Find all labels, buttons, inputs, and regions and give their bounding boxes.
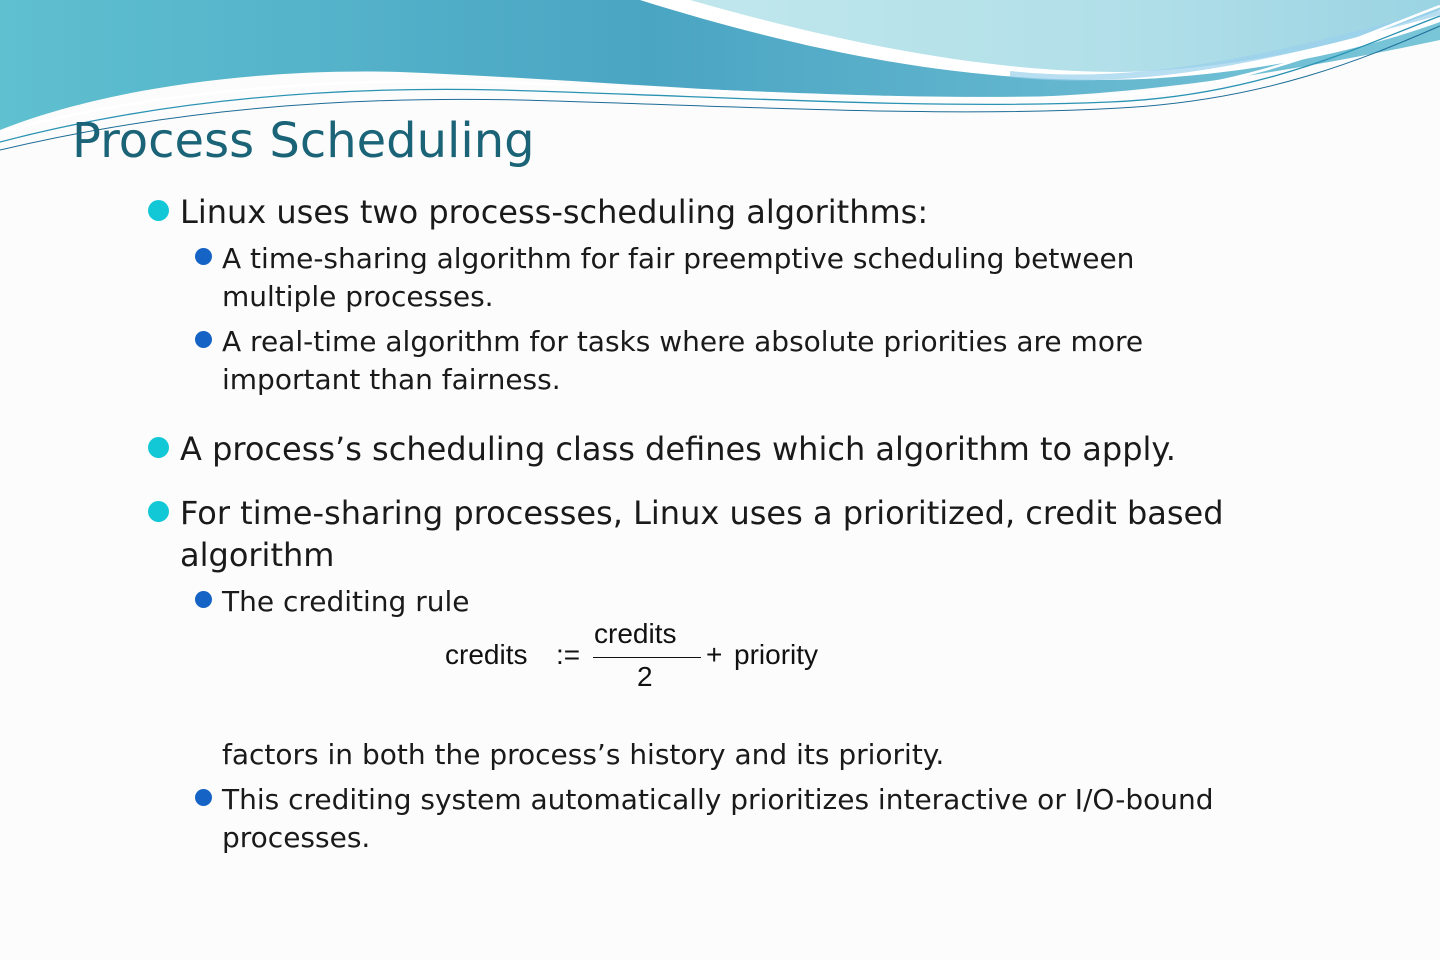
sub-bullet-time-sharing xyxy=(222,240,1134,316)
slide-title: Process Scheduling xyxy=(72,113,535,169)
formula-plus: + xyxy=(706,639,723,670)
sub-bullet-crediting-rule-text: The crediting rule xyxy=(222,585,470,618)
sub-bullet-crediting-rule xyxy=(222,583,470,621)
sub-bullet-crediting-system-line1: This crediting system automatically prioritizes interactive or I/O-bound xyxy=(222,783,1214,816)
bullet-credit-based-line2: algorithm xyxy=(180,536,335,574)
bullet-credit-based xyxy=(180,492,1224,576)
formula-rhs: priority xyxy=(734,639,819,670)
sub-bullet-crediting-system xyxy=(222,781,1214,857)
sub-bullet-real-time-line1: A real-time algorithm for tasks where absolute priorities are more xyxy=(222,325,1144,358)
formula-lhs: credits xyxy=(445,639,528,670)
formula-fraction-bar xyxy=(593,657,701,658)
bullet-algorithms-text: Linux uses two process-scheduling algorithms: xyxy=(180,193,929,231)
bullet-scheduling-class-text: A process’s scheduling class defines which algorithm to apply. xyxy=(180,430,1176,468)
sub-bullet-real-time xyxy=(222,323,1143,399)
bullet-algorithms xyxy=(180,191,928,233)
sub-bullet-real-time-line2: important than fairness. xyxy=(222,363,561,396)
sub-bullet-crediting-system-line2: processes. xyxy=(222,821,371,854)
formula-continuation: factors in both the process’s history and its priority. xyxy=(222,738,945,771)
sub-bullet-time-sharing-line2: multiple processes. xyxy=(222,280,494,313)
formula-denominator: 2 xyxy=(637,661,653,692)
formula-numerator: credits xyxy=(594,618,677,649)
bullet-credit-based-line1: For time-sharing processes, Linux uses a prioritized, credit based xyxy=(180,494,1224,532)
formula-assign: := xyxy=(556,639,581,670)
sub-bullet-time-sharing-line1: A time-sharing algorithm for fair preemptive scheduling between xyxy=(222,242,1135,275)
crediting-formula xyxy=(445,616,865,700)
bullet-scheduling-class xyxy=(180,428,1176,470)
